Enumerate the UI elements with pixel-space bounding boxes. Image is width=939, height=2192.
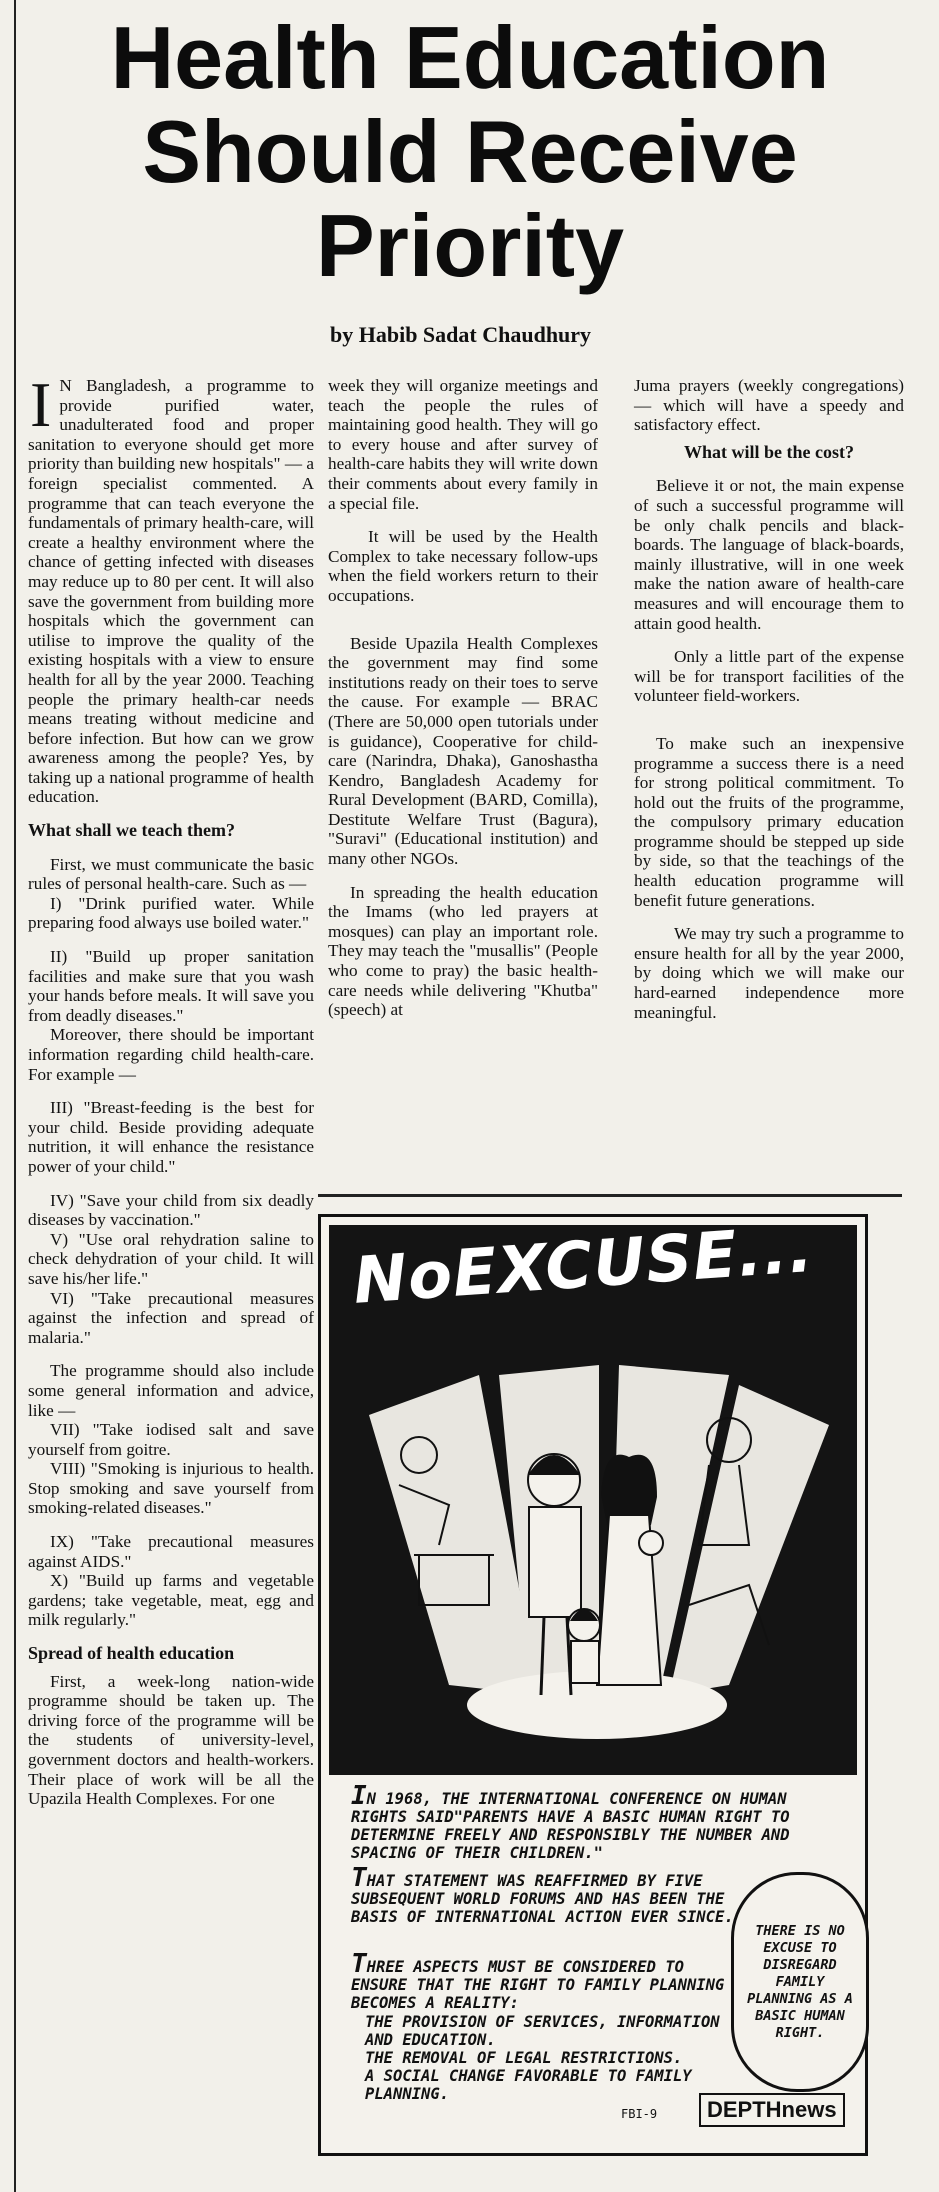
- paragraph: We may try such a programme to ensure health for all by the year 2000, by doing which we will make our hard-earned independence more meaningful.: [634, 924, 904, 1022]
- paragraph: The programme should also include some general information and advice, like —: [28, 1361, 314, 1420]
- ad-illustration-panel: [329, 1212, 857, 1775]
- depthnews-logo: DEPTHnews: [699, 2093, 845, 2127]
- list-item: VIII) "Smoking is injurious to health. Stop smoking and save yourself from smoking-related diseases.": [28, 1459, 314, 1518]
- list-item: III) "Breast-feeding is the best for your child. Beside providing adequate nutrition, it will enhance the resistance power of your child.": [28, 1098, 314, 1176]
- list-item: II) "Build up proper sanitation facilities and make sure that you wash your hands before meals. It will save you from deadly diseases.": [28, 947, 314, 1025]
- headline-line-3: Priority: [315, 196, 625, 295]
- byline: by Habib Sadat Chaudhury: [330, 322, 592, 347]
- ad-paragraph-1: IN 1968, THE INTERNATIONAL CONFERENCE ON HUMAN RIGHTS SAID"PARENTS HAVE A BASIC HUMAN RIGHT TO DETERMINE FREELY AND RESPONSIBLY THE NUMBER AND SPACING OF THEIR CHILDREN.": [351, 1781, 790, 1862]
- subhead-spread: Spread of health education: [28, 1643, 235, 1664]
- family-illustration: [329, 1225, 857, 1775]
- ad-code: FBI-9: [621, 2107, 658, 2121]
- left-column-rule: [14, 0, 16, 2192]
- section-divider: [318, 1194, 902, 1197]
- list-item: X) "Build up farms and vegetable gardens; take vegetable, meat, egg and milk regularly.": [28, 1571, 314, 1630]
- article-column-3: [634, 376, 904, 1022]
- ad-title: NoEXCUSE...: [351, 1212, 817, 1319]
- article-column-1: [28, 369, 314, 1809]
- ad-callout-bubble: THERE IS NO EXCUSE TO DISREGARD FAMILY PLANNING AS A BASIC HUMAN RIGHT.: [731, 1872, 869, 2092]
- paragraph: First, we must communicate the basic rules of personal health-care. Such as —: [28, 854, 314, 894]
- list-item: I) "Drink purified water. While preparing food always use boiled water.": [28, 893, 314, 933]
- list-item: VI) "Take precautional measures against the infection and spread of malaria.": [28, 1288, 314, 1347]
- paragraph: Believe it or not, the main expense of such a successful programme will be only chalk pencils and black-boards. The language of black-boards, mainly illustrative, will in one week make the nation aware of health-care measures and will encourage them to attain good health.: [634, 476, 904, 633]
- list-item: IX) "Take precautional measures against AIDS.": [28, 1532, 314, 1571]
- subhead-what-teach: What shall we teach them?: [28, 820, 235, 841]
- lead-paragraph: I N Bangladesh, a programme to provide purified water, unadulterated food and proper sanitation to everyone should get more priority than building new hospitals" — a foreign specialist commented. A programme that can teach everyone the fundamentals of primary health-care, will create a healthy environment where the chance of getting infected with diseases may reduce up to 80 per cent. It will also save the government from building more hospitals which the government can utilise to improve the quality of the existing hospitals with a view to ensure health for all by the year 2000. Teaching people the primary health-car needs means treating without medicine and before infection. But how can we grow awareness among the people? Yes, by taking up a national programme of health education.: [28, 369, 314, 807]
- list-item: VII) "Take iodised salt and save yourself from goitre.: [28, 1420, 314, 1459]
- paragraph: Juma prayers (weekly congregations) — which will have a speedy and satisfactory effect.: [634, 376, 904, 435]
- paragraph: week they will organize meetings and teach the people the rules of maintaining good health. They will go to every house and after survey of health-care habits they will write down their comments about every family in a special file.: [328, 376, 598, 513]
- drop-cap: I: [30, 369, 52, 440]
- ad-paragraph-3: THREE ASPECTS MUST BE CONSIDERED TO ENSURE THAT THE RIGHT TO FAMILY PLANNING BECOMES A REALITY:: [351, 1949, 725, 2012]
- paragraph: First, a week-long nation-wide programme should be taken up. The driving force of the programme will be the students of university-level, government doctors and health-workers. Their place of work will be all the Upazila Health Complexes. For one: [28, 1671, 314, 1809]
- paragraph: To make such an inexpensive programme a success there is a need for strong political commitment. To hold out the fruits of the programme, the compulsory primary education programme should be stepped up side by side, so that the teachings of the health education programme will benefit future generations.: [634, 733, 904, 910]
- ad-bullet: THE REMOVAL OF LEGAL RESTRICTIONS.: [365, 2049, 683, 2067]
- ad-bullet-list: [351, 2013, 745, 2103]
- headline-line-1: Health Education: [110, 8, 830, 107]
- paragraph: In spreading the health education the Imams (who led prayers at mosques) can play an important role. They may teach the "musallis" (People who come to pray) the basic health-care needs while delivering "Khutba" (speech) at: [328, 882, 598, 1020]
- ad-paragraph-2: THAT STATEMENT WAS REAFFIRMED BY FIVE SUBSEQUENT WORLD FORUMS AND HAS BEEN THE BASIS OF INTERNATIONAL ACTION EVER SINCE.: [351, 1863, 734, 1926]
- subhead-cost: What will be the cost?: [684, 441, 854, 462]
- list-item: IV) "Save your child from six deadly diseases by vaccination.": [28, 1190, 314, 1230]
- paragraph: It will be used by the Health Complex to take necessary follow-ups when the field workers return to their occupations.: [328, 527, 598, 605]
- paragraph: Moreover, there should be important information regarding child health-care. For example —: [28, 1025, 314, 1084]
- ad-bullet: A SOCIAL CHANGE FAVORABLE TO FAMILY PLANNING.: [365, 2067, 692, 2103]
- headline-line-2: Should Receive: [142, 102, 798, 201]
- list-item: V) "Use oral rehydration saline to check dehydration of your child. It will save his/her life.": [28, 1229, 314, 1288]
- ad-bullet: THE PROVISION OF SERVICES, INFORMATION AND EDUCATION.: [365, 2013, 720, 2049]
- paragraph: Beside Upazila Health Complexes the government may find some institutions ready on their toes to serve the cause. For example — BRAC (There are 50,000 open tutorials under is guidance), Cooperative for child-care (Narindra, Dhaka), Ganoshastha Kendro, Bangladesh Academy for Rural Development (BARD, Comilla), Destitute Welfare Trust (Bagura), "Suravi" (Educational institution) and many other NGOs.: [328, 633, 598, 869]
- article-column-2: [328, 376, 598, 1020]
- family-planning-advertisement: [318, 1214, 868, 2156]
- paragraph: Only a little part of the expense will be for transport facilities of the volunteer field-workers.: [634, 647, 904, 706]
